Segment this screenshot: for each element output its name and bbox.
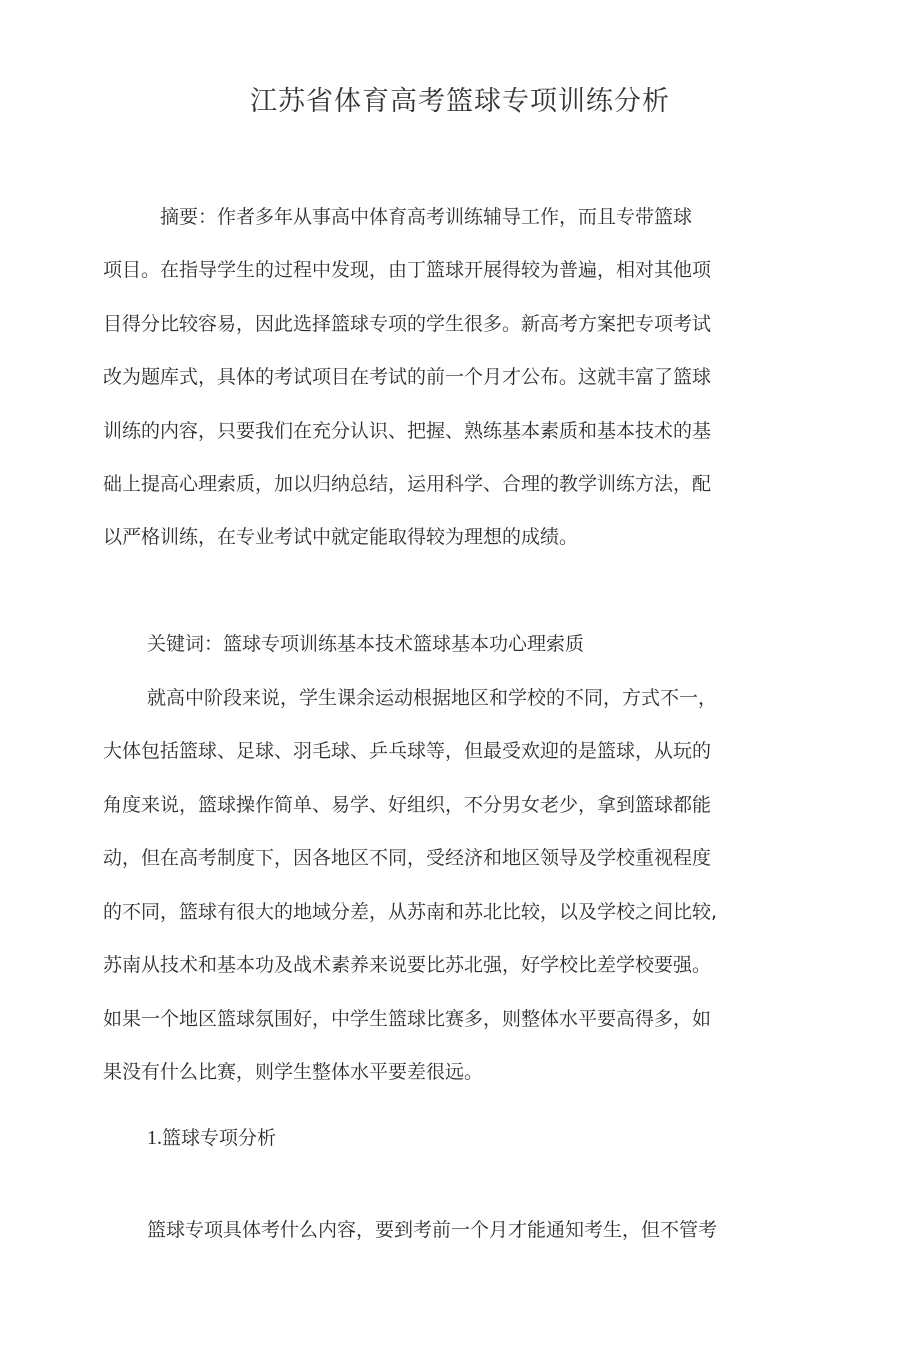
body-line: 动，但在高考制度下，因各地区不同，受经济和地区领导及学校重视程度 bbox=[103, 847, 712, 869]
section-number: 1. bbox=[147, 1127, 162, 1149]
body-line: 角度来说，篮球操作简单、易学、好组织，不分男女老少，拿到篮球都能 bbox=[103, 794, 712, 816]
section-body-line: 篮球专项具体考什么内容，要到考前一个月才能通知考生，但不管考 bbox=[147, 1219, 718, 1241]
section-heading bbox=[147, 1124, 276, 1152]
body-line: 大体包括篮球、足球、羽毛球、乒乓球等，但最受欢迎的是篮球，从玩的 bbox=[103, 740, 712, 762]
abstract-line: 项目。在指导学生的过程中发现，由丁篮球开展得较为普遍，相对其他项 bbox=[103, 259, 712, 281]
body-line: 如果一个地区篮球氛围好，中学生篮球比赛多，则整体水平要高得多，如 bbox=[103, 1008, 712, 1030]
body-line: 苏南从技术和基本功及战术素养来说要比苏北强，好学校比差学校要强。 bbox=[103, 954, 712, 976]
body-line: 的不同，篮球有很大的地域分差，从苏南和苏北比较，以及学校之间比较, bbox=[103, 901, 718, 923]
body-line: 就高中阶段来说，学生课余运动根据地区和学校的不同，方式不一， bbox=[147, 687, 718, 709]
body-line: 果没有什么比赛，则学生整体水平要差很远。 bbox=[103, 1061, 484, 1083]
document-title: 江苏省体育高考篮球专项训练分析 bbox=[250, 86, 670, 117]
abstract-line: 础上提高心理索质，加以归纳总结，运用科学、合理的教学训练方法，配 bbox=[103, 473, 712, 495]
abstract-line: 改为题库式，具体的考试项目在考试的前一个月才公布。这就丰富了篮球 bbox=[103, 366, 712, 388]
abstract-line: 目得分比较容易，因此选择篮球专项的学生很多。新高考方案把专项考试 bbox=[103, 313, 712, 335]
abstract-line: 摘要：作者多年从事高中体育高考训练辅导工作，而且专带篮球 bbox=[160, 206, 693, 228]
abstract-line: 以严格训练，在专业考试中就定能取得较为理想的成绩。 bbox=[103, 526, 579, 548]
section-title: 篮球专项分析 bbox=[162, 1127, 277, 1149]
keywords-line: 关键词：篮球专项训练基本技术篮球基本功心理索质 bbox=[147, 633, 585, 655]
abstract-line: 训练的内容，只要我们在充分认识、把握、熟练基本素质和基本技术的基 bbox=[103, 420, 712, 442]
